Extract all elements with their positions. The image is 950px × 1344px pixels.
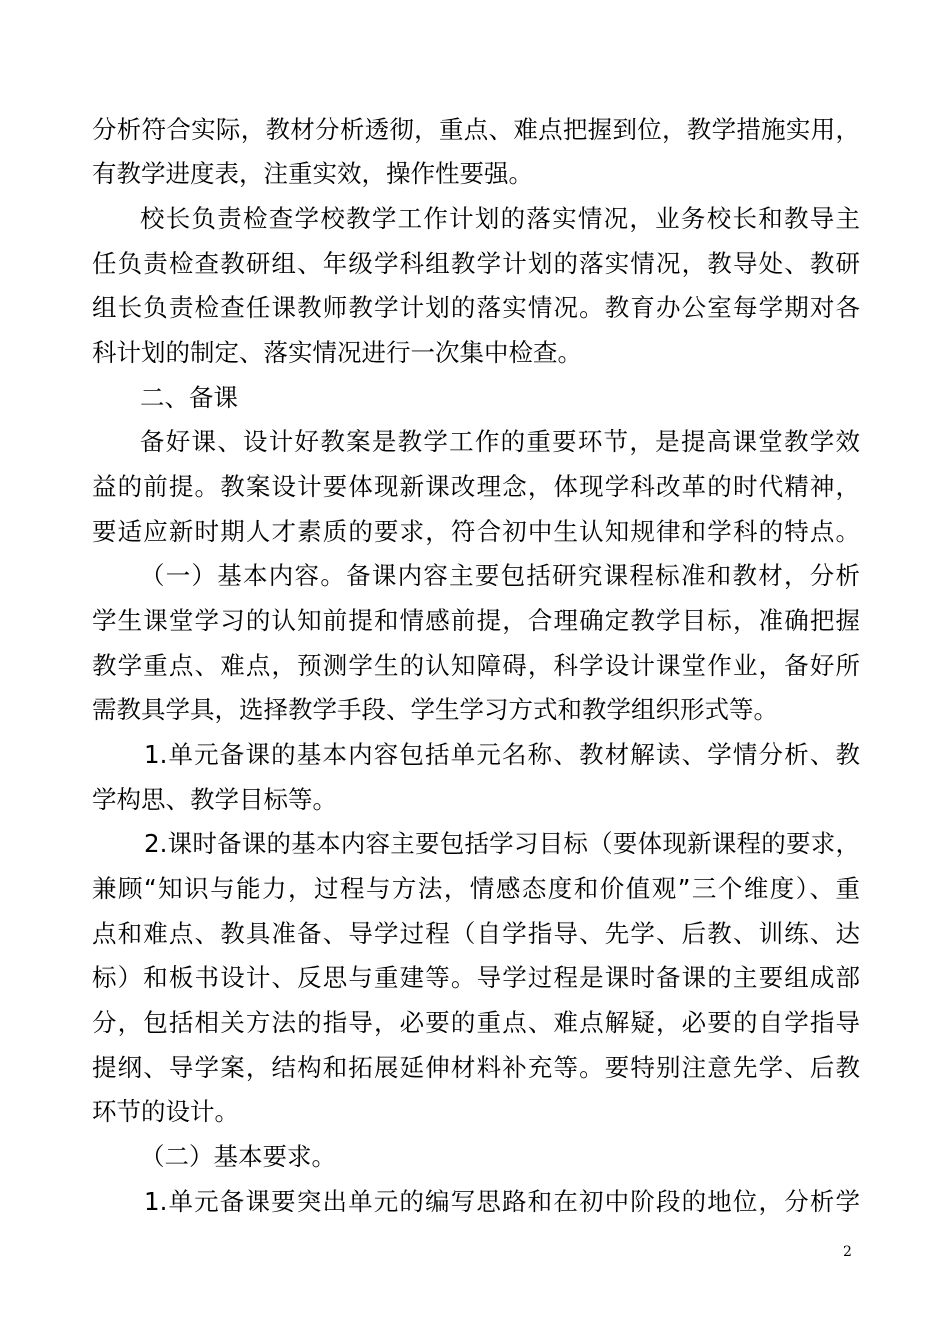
text-line: 学构思、教学目标等。 [92,785,337,814]
text-line: 有教学进度表，注重实效，操作性要强。 [92,159,533,188]
section-heading: 二、备课 [140,383,238,412]
text-line: 点和难点、教具准备、导学过程（自学指导、先学、后教、训练、达 [92,919,860,948]
text-line: 需教具学具，选择教学手段、学生学习方式和教学组织形式等。 [92,695,778,724]
page-number: 2 [843,1244,852,1260]
text-line: 分，包括相关方法的指导，必要的重点、难点解疑，必要的自学指导 [92,1008,860,1037]
text-line: 教学重点、难点，预测学生的认知障碍，科学设计课堂作业，备好所 [92,651,860,680]
text-line: 要适应新时期人才素质的要求，符合初中生认知规律和学科的特点。 [92,517,860,546]
text-line: 标）和板书设计、反思与重建等。导学过程是课时备课的主要组成部 [92,963,860,992]
text-line: 兼顾“知识与能力，过程与方法，情感态度和价值观”三个维度）、重 [92,874,860,903]
text-line: 分析符合实际，教材分析透彻，重点、难点把握到位，教学措施实用， [92,115,860,144]
text-line: 任负责检查教研组、年级学科组教学计划的落实情况，教导处、教研 [92,249,860,278]
text-line: 2.课时备课的基本内容主要包括学习目标（要体现新课程的要求， [144,829,860,858]
text-line: 1.单元备课的基本内容包括单元名称、教材解读、学情分析、教 [144,740,860,769]
text-line: 学生课堂学习的认知前提和情感前提，合理确定教学目标，准确把握 [92,606,860,635]
text-line: 组长负责检查任课教师教学计划的落实情况。教育办公室每学期对各 [92,293,860,322]
text-line: 益的前提。教案设计要体现新课改理念，体现学科改革的时代精神， [92,472,860,501]
text-line: （一）基本内容。备课内容主要包括研究课程标准和教材，分析 [140,561,860,590]
text-line: 环节的设计。 [92,1097,239,1126]
text-line: 1.单元备课要突出单元的编写思路和在初中阶段的地位，分析学 [144,1187,860,1216]
text-line: 提纲、导学案，结构和拓展延伸材料补充等。要特别注意先学、后教 [92,1053,860,1082]
text-line: 科计划的制定、落实情况进行一次集中检查。 [92,338,582,367]
text-line: 校长负责检查学校教学工作计划的落实情况，业务校长和教导主 [140,204,860,233]
text-line: 备好课、设计好教案是教学工作的重要环节，是提高课堂教学效 [140,427,860,456]
section-heading: （二）基本要求。 [140,1142,336,1171]
